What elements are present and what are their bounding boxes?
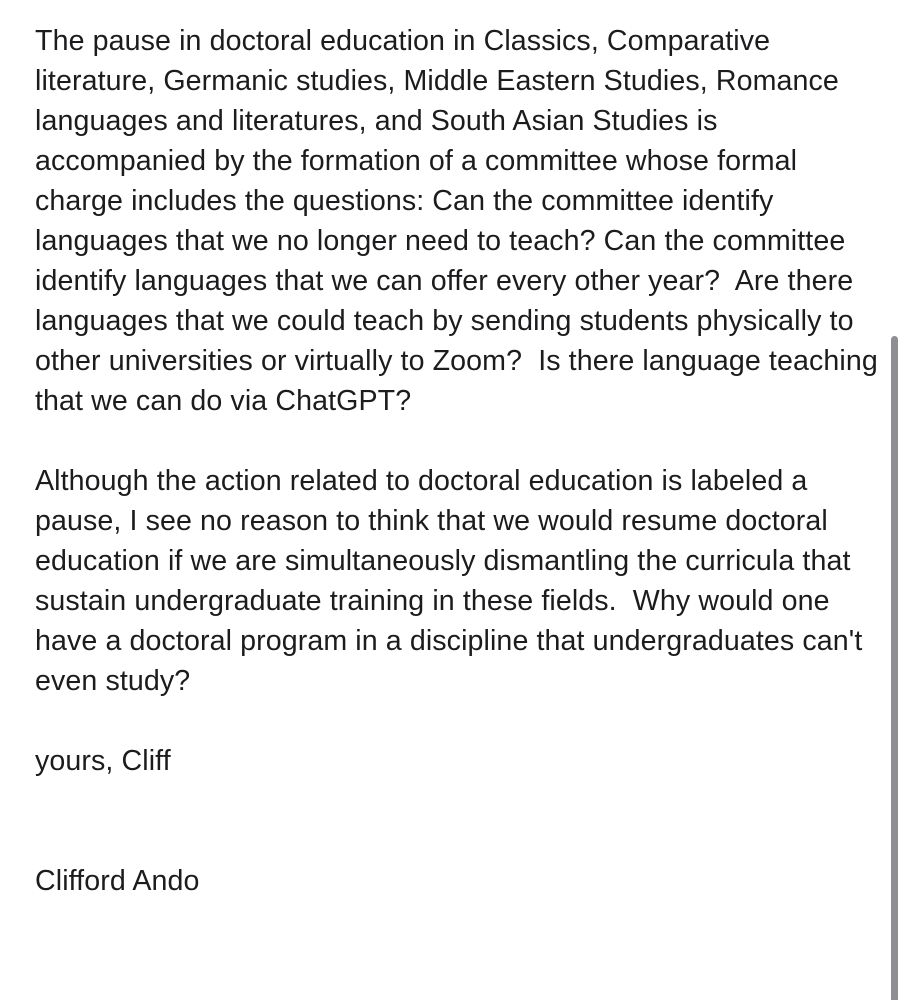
signature-spacer <box>35 781 883 861</box>
email-signature: Clifford Ando <box>35 865 200 897</box>
email-paragraph-1: The pause in doctoral education in Classics, Comparative literature, Germanic studies, Middle Eastern Studies, Romance languages and literatures, and South Asian Studies is accompanied by the formation of a committee whose formal charge includes the questions: Can the committee identify languages that we no longer need to teach? Can the committee identify languages that we can offer every other year? Are there languages that we could teach by sending students physically to other universities or virtually to Zoom? Is there language teaching that we can do via ChatGPT? <box>35 25 886 417</box>
email-closing: yours, Cliff <box>35 745 171 777</box>
email-paragraph-2: Although the action related to doctoral education is labeled a pause, I see no reason to think that we would resume doctoral education if we are simultaneously dismantling the curricula that sustain undergraduate training in these fields. Why would one have a doctoral program in a discipline that undergraduates can't even study? <box>35 465 871 697</box>
paragraph-spacer <box>35 421 883 461</box>
paragraph-spacer <box>35 701 883 741</box>
email-body <box>35 21 886 901</box>
vertical-scrollbar[interactable] <box>891 336 898 1000</box>
